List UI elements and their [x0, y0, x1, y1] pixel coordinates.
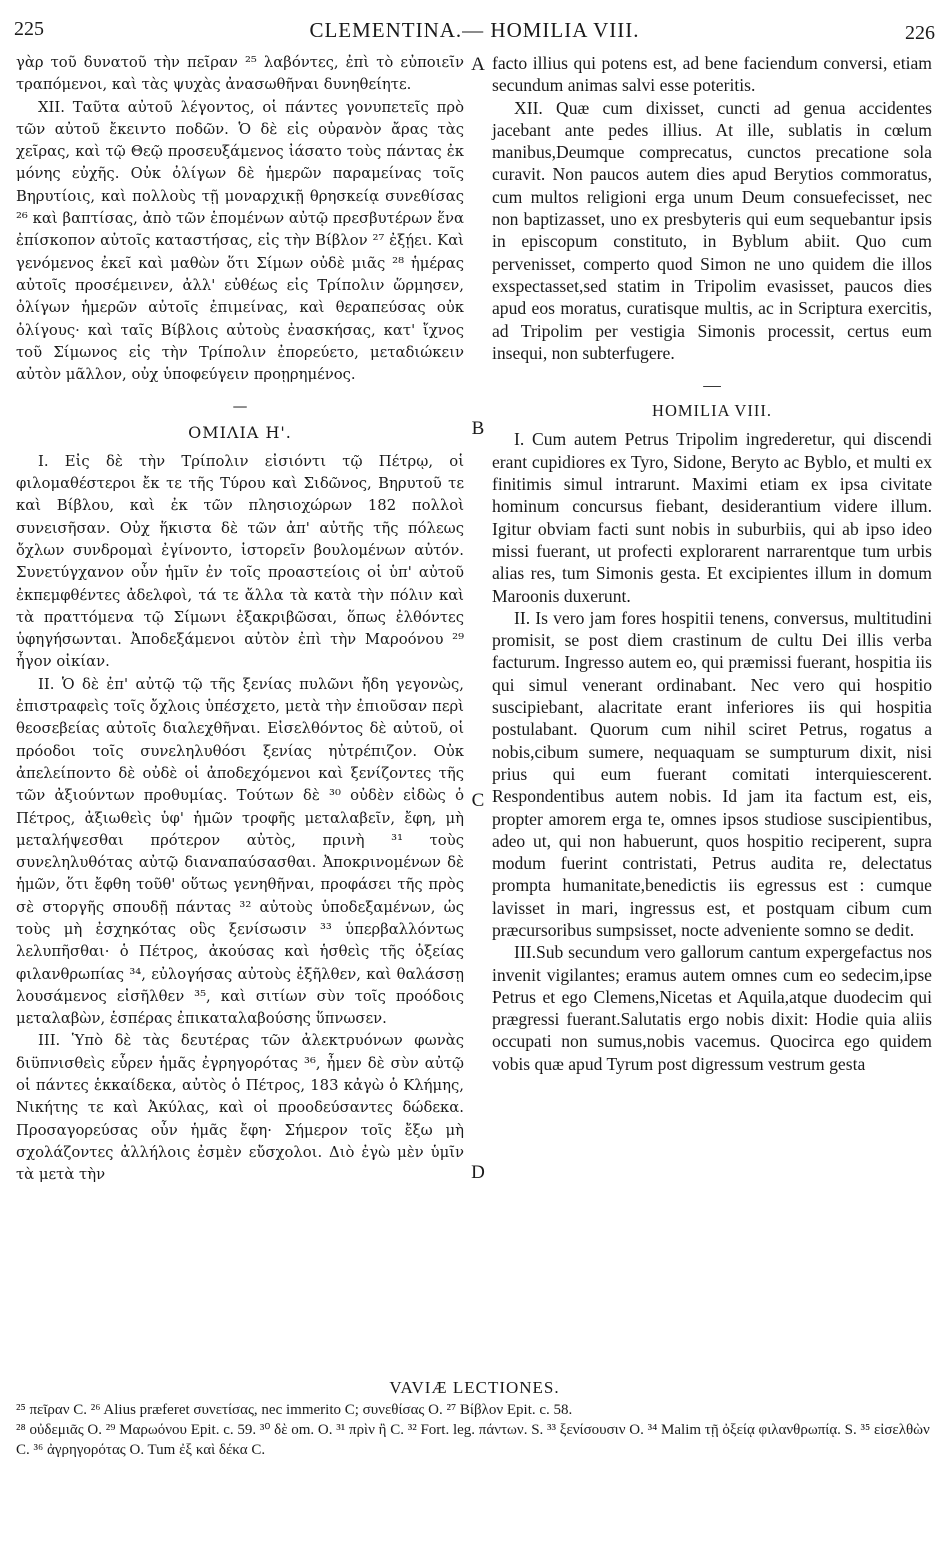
page-header	[0, 12, 949, 42]
variae-line: ²⁸ οὐδεμιᾶς O. ²⁹ Μαρωόνου Epit. c. 59. ³⁰ δὲ om. O. ³¹ πρὶν ἢ C. ³² Fort. leg. πάντων. S. ³³ ξενίσουσιν O. ³⁴ Malim τῇ ὀξείᾳ φιλανθρωπίᾳ. S. ³⁵ εἰσελθὼν C. ³⁶ ἀγρηγορότας O. Tum ἐξ καὶ δέκα C.	[16, 1422, 930, 1458]
latin-paragraph-ii: II. Is vero jam fores hospitii tenens, conversus, multitudini promisit, se post diem crastinum de cultu Dei illis verba facturum. Ingresso autem eo, qui præmissi fuerant, hospitia iis qui simul venerant ordinabant. Nec vero qui hospitio suscipiebant, alacritate erant inferiores iis qui hospitia postulabant. Quorum cum nihil sciret Petrus, rogatus a nobis,cibum sumere, nequaquam se sumpturum dixit, nisi prius qui eum fuerant comitati interquiescerent. Respondentibus autem nobis. Id jam ita factum est, eis, propter amorem erga te, omnes ipsos studiose suscipientibus, adeo ut, qui non habuerunt, quos hospitio reciperent, supra modum fuerint contristati, Petrus audita re, delectatus prompta humanitate,benedictis iis egressus est : cumque lavisset in mari, ingressus est, et postquam cibum cum præcursoribus sumpsisset, nocte adveniente somno se dedit.	[492, 607, 932, 940]
latin-paragraph-continuation: facto illius qui potens est, ad bene faciendum conversi, etiam secundum animas salvi esse poteritis.	[492, 53, 932, 96]
running-title: CLEMENTINA.— HOMILIA VIII.	[309, 18, 640, 42]
margin-letter-b: B	[471, 418, 485, 439]
variae-line: ²⁵ πεῖραν C. ²⁶ Alius præferet συνετίσας, nec immerito C; συνεθίσας O. ²⁷ Βίβλον Epit. c. 58.	[16, 1402, 573, 1418]
greek-paragraph-iii: III. Ὑπὸ δὲ τὰς δευτέρας τῶν ἀλεκτρυόνων φωνὰς διϋπνισθεὶς εὗρεν ἡμᾶς ἐγρηγορότας ³⁶, ἦμεν δὲ σὺν αὐτῷ οἱ πάντες ἑκκαίδεκα, αὐτὸς ὁ Πέτρος, 183 κἀγὼ ὁ Κλήμης, Νικήτης τε καὶ Ἀκύλας, καὶ οἱ προοδεύσαντες δώδεκα. Προσαγορεύσας οὖν ἡμᾶς ἔφη· Σήμερον τοῖς ἔξω μὴ σχολάζοντες ἀλλήλοις ἐσμὲν εὔσχολοι. Διὸ ἐγὼ μὲν ὑμῖν τὰ μετὰ τὴν	[16, 1032, 464, 1184]
margin-letter-c: C	[471, 790, 485, 811]
section-separator: —	[703, 375, 721, 396]
margin-letter-d: D	[471, 1162, 485, 1183]
greek-paragraph-xii: XII. Ταῦτα αὐτοῦ λέγοντος, οἱ πάντες γονυπετεῖς πρὸ τῶν αὐτοῦ ἔκειντο ποδῶν. Ὁ δὲ εἰς οὐρανὸν ἄρας τὰς χεῖρας, καὶ τῷ Θεῷ προσευξάμενος ἰάσατο τοὺς πάντας ἐκ μόνης εὐχῆς. Οὐκ ὀλίγων δὲ ἡμερῶν παραμείνας τοῖς Βηρυτίοις, καὶ πολλοὺς τῇ μοναρχικῇ θρησκείᾳ συνεθίσας ²⁶ καὶ βαπτίσας, ἀπὸ τῶν ἑπομένων αὐτῷ πρεσβυτέρων ἕνα ἐπίσκοπον αὐτοῖς καταστήσας, εἰς τὴν Βίβλον ²⁷ ἐξῄει. Καὶ γενόμενος ἐκεῖ καὶ μαθὼν ὅτι Σίμων οὐδὲ μιᾶς ²⁸ ἡμέρας αὐτοῖς προσέμεινεν, ἀλλ' εὐθέως εἰς Τρίπολιν ὥρμησεν, ὀλίγων ἡμερῶν αὐτοῖς ἐπιμείνας, καὶ θεραπεύσας οὐκ ὀλίγους· καὶ ταῖς Βίβλοις αὐτοὺς ἐνασκήσας, κατ' ἴχνος τοῦ Σίμωνος εἰς τὴν Τρίπολιν ἐπορεύετο, μεταδιώκειν αὐτὸν μᾶλλον, οὐχ ὑποφεύγειν προῃρημένος.	[16, 98, 464, 384]
greek-paragraph-continuation: γὰρ τοῦ δυνατοῦ τὴν πεῖραν ²⁵ λαβόντες, ἐπὶ τὸ εὐποιεῖν τραπόμενοι, καὶ τὰς ψυχὰς ἀνασωθῆναι δυνηθείητε.	[16, 54, 464, 94]
latin-paragraph-i: I. Cum autem Petrus Tripolim ingrederetur, qui discendi erant cupidiores ex Tyro, Sidone, Beryto ac Byblo, et multi ex finitimis simul intrarunt. Maximi etiam ex ipsa civitate hominum concursus fiebant, desiderantium videre illum. Igitur obviam facti sunt nobis in suburbiis, qui ab ipso ideo missi fuerant, ut profecti explorarent narrarentque tum urbis alias res, tum Simonis gesta. Et excipientes illum in domum Maroonis duxerunt.	[492, 429, 932, 606]
greek-paragraph-i: I. Εἰς δὲ τὴν Τρίπολιν εἰσιόντι τῷ Πέτρῳ, οἱ φιλομαθέστεροι ἔκ τε τῆς Τύρου καὶ Σιδῶνος, Βηρυτοῦ τε καὶ Βίβλου, καὶ ἐκ τῶν πλησιοχώρων 182 πολλοὶ συνεισῆσαν. Οὐχ ἥκιστα δὲ τῶν ἀπ' αὐτῆς τῆς πόλεως ὄχλων συνδρομαὶ ἐγίνοντο, ἱστορεῖν βουλομένων αὐτόν. Συνετύγχανον οὖν ἡμῖν ἐν τοῖς προαστείοις οἱ ὑπ' αὐτοῦ ἐκπεμφθέντες ἀδελφοὶ, τά τε ἄλλα τὰ κατὰ τὴν πόλιν καὶ τὰ πραττόμενα τῷ Σίμωνι ἐξακριβῶσαι, ὅπως ἐλθόντες ὑφηγήσωνται. Ἀποδεξάμενοι αὐτὸν ἐπὶ τὴν Μαροόνου ²⁹ ἦγον οἰκίαν.	[16, 452, 464, 671]
margin-letter-a: A	[471, 54, 485, 75]
greek-paragraph-ii: II. Ὁ δὲ ἐπ' αὐτῷ τῷ τῆς ξενίας πυλῶνι ἤδη γεγονὼς, ἐπιστραφεὶς τοῖς ὄχλοις ὑπέσχετο, μετὰ τὴν ἐπιοῦσαν περὶ θεοσεβείας αὐτοῖς διαλεχθῆναι. Εἰσελθόντος δὲ αὐτοῦ, οἱ πρόοδοι τοῖς συνεληλυθόσι ξενίας ηὐτρέπιζον. Οὐκ ἀπελείποντο δὲ οὐδὲ οἱ ἀποδεχόμενοι καὶ ξενίζοντες τῆς τῶν ἀξιούντων προθυμίας. Τούτων δὲ ³⁰ οὐδὲν εἰδὼς ὁ Πέτρος, ἀξιωθεὶς ὑφ' ἡμῶν τροφῆς μεταλαβεῖν, ἔφη, μὴ μεταλήψεσθαι πρότερον αὐτὸς, πρινὴ ³¹ τοὺς συνεληλυθότας αὐτῷ διαναπαύσασθαι. Ἀποκρινομένων δὲ ἡμῶν, ὅτι ἔφθη τοῦθ' οὕτως γενηθῆναι, προφάσει τῆς πρὸς σὲ στοργῆς σπουδῇ πάντας ³² αὐτοὺς ὑποδεξαμένων, ὡς τοὺς μὴ ἐσχηκότας οὓς ξενίσωσιν ³³ ὑπερβαλλόντως λελυπῆσθαι· ὁ Πέτρος, ἀκούσας καὶ ἡσθεὶς τῆς ὀξείας φιλανθρωπίας ³⁴, εὐλογήσας αὐτοὺς ἐξῆλθεν, καὶ θαλάσσῃ λουσάμενος εἰσῆλθεν ³⁵, καὶ σιτίων σὺν τοῖς προόδοις μεταλαβὼν, ἑσπέρας ἐπικαταλαβούσης ὕπνωσεν.	[16, 675, 464, 1028]
latin-section-title: HOMILIA VIII.	[652, 401, 772, 421]
latin-paragraph-iii: III.Sub secundum vero gallorum cantum expergefactus nos invenit vigilantes; eramus autem omnes cum eo sedecim,ipse Petrus et ego Clemens,Nicetas et Aquila,atque duodecim qui prægressi fuerant.Salutatis ergo nobis dixit: Hodie quia aliis occupati non sumus,nobis vacemus. Quocirca ego quidem vobis quæ apud Tyrum post digressum vestrum gesta	[492, 942, 932, 1074]
page-number-right: 226	[905, 22, 935, 44]
greek-column	[16, 52, 464, 1187]
variae-lectiones	[16, 1400, 932, 1460]
latin-column	[492, 52, 932, 1075]
section-separator: —	[232, 398, 248, 416]
greek-section-title: ΟΜΙΛΙΑ Η'.	[188, 423, 292, 443]
page-number-left: 225	[14, 18, 44, 40]
variae-lectiones-title: VAVIÆ LECTIONES.	[389, 1378, 560, 1397]
latin-paragraph-xii: XII. Quæ cum dixisset, cuncti ad genua accidentes jacebant ante pedes illius. At ille, sublatis in cœlum manibus,Deumque comprecatus, cunctos precatione sola curavit. Non paucos autem dies apud Berytios commoratus, cum multos religioni erga unum Deum consuefecisset, nec non baptizasset, uno ex presbyteris qui eum sequebantur ipsis in episcopum constituto, in Byblum abiit. Quo cum pervenisset, comperto quod Simon ne uno quidem die illos exspectasset,sed statim in Tripolim evasisset, paucos dies apud eos moratus, curatisque multis, ac in Scriptura exercitis, ad Tripolim per vestigia Simonis processit, certus eum insequi, non subterfugere.	[492, 97, 932, 363]
